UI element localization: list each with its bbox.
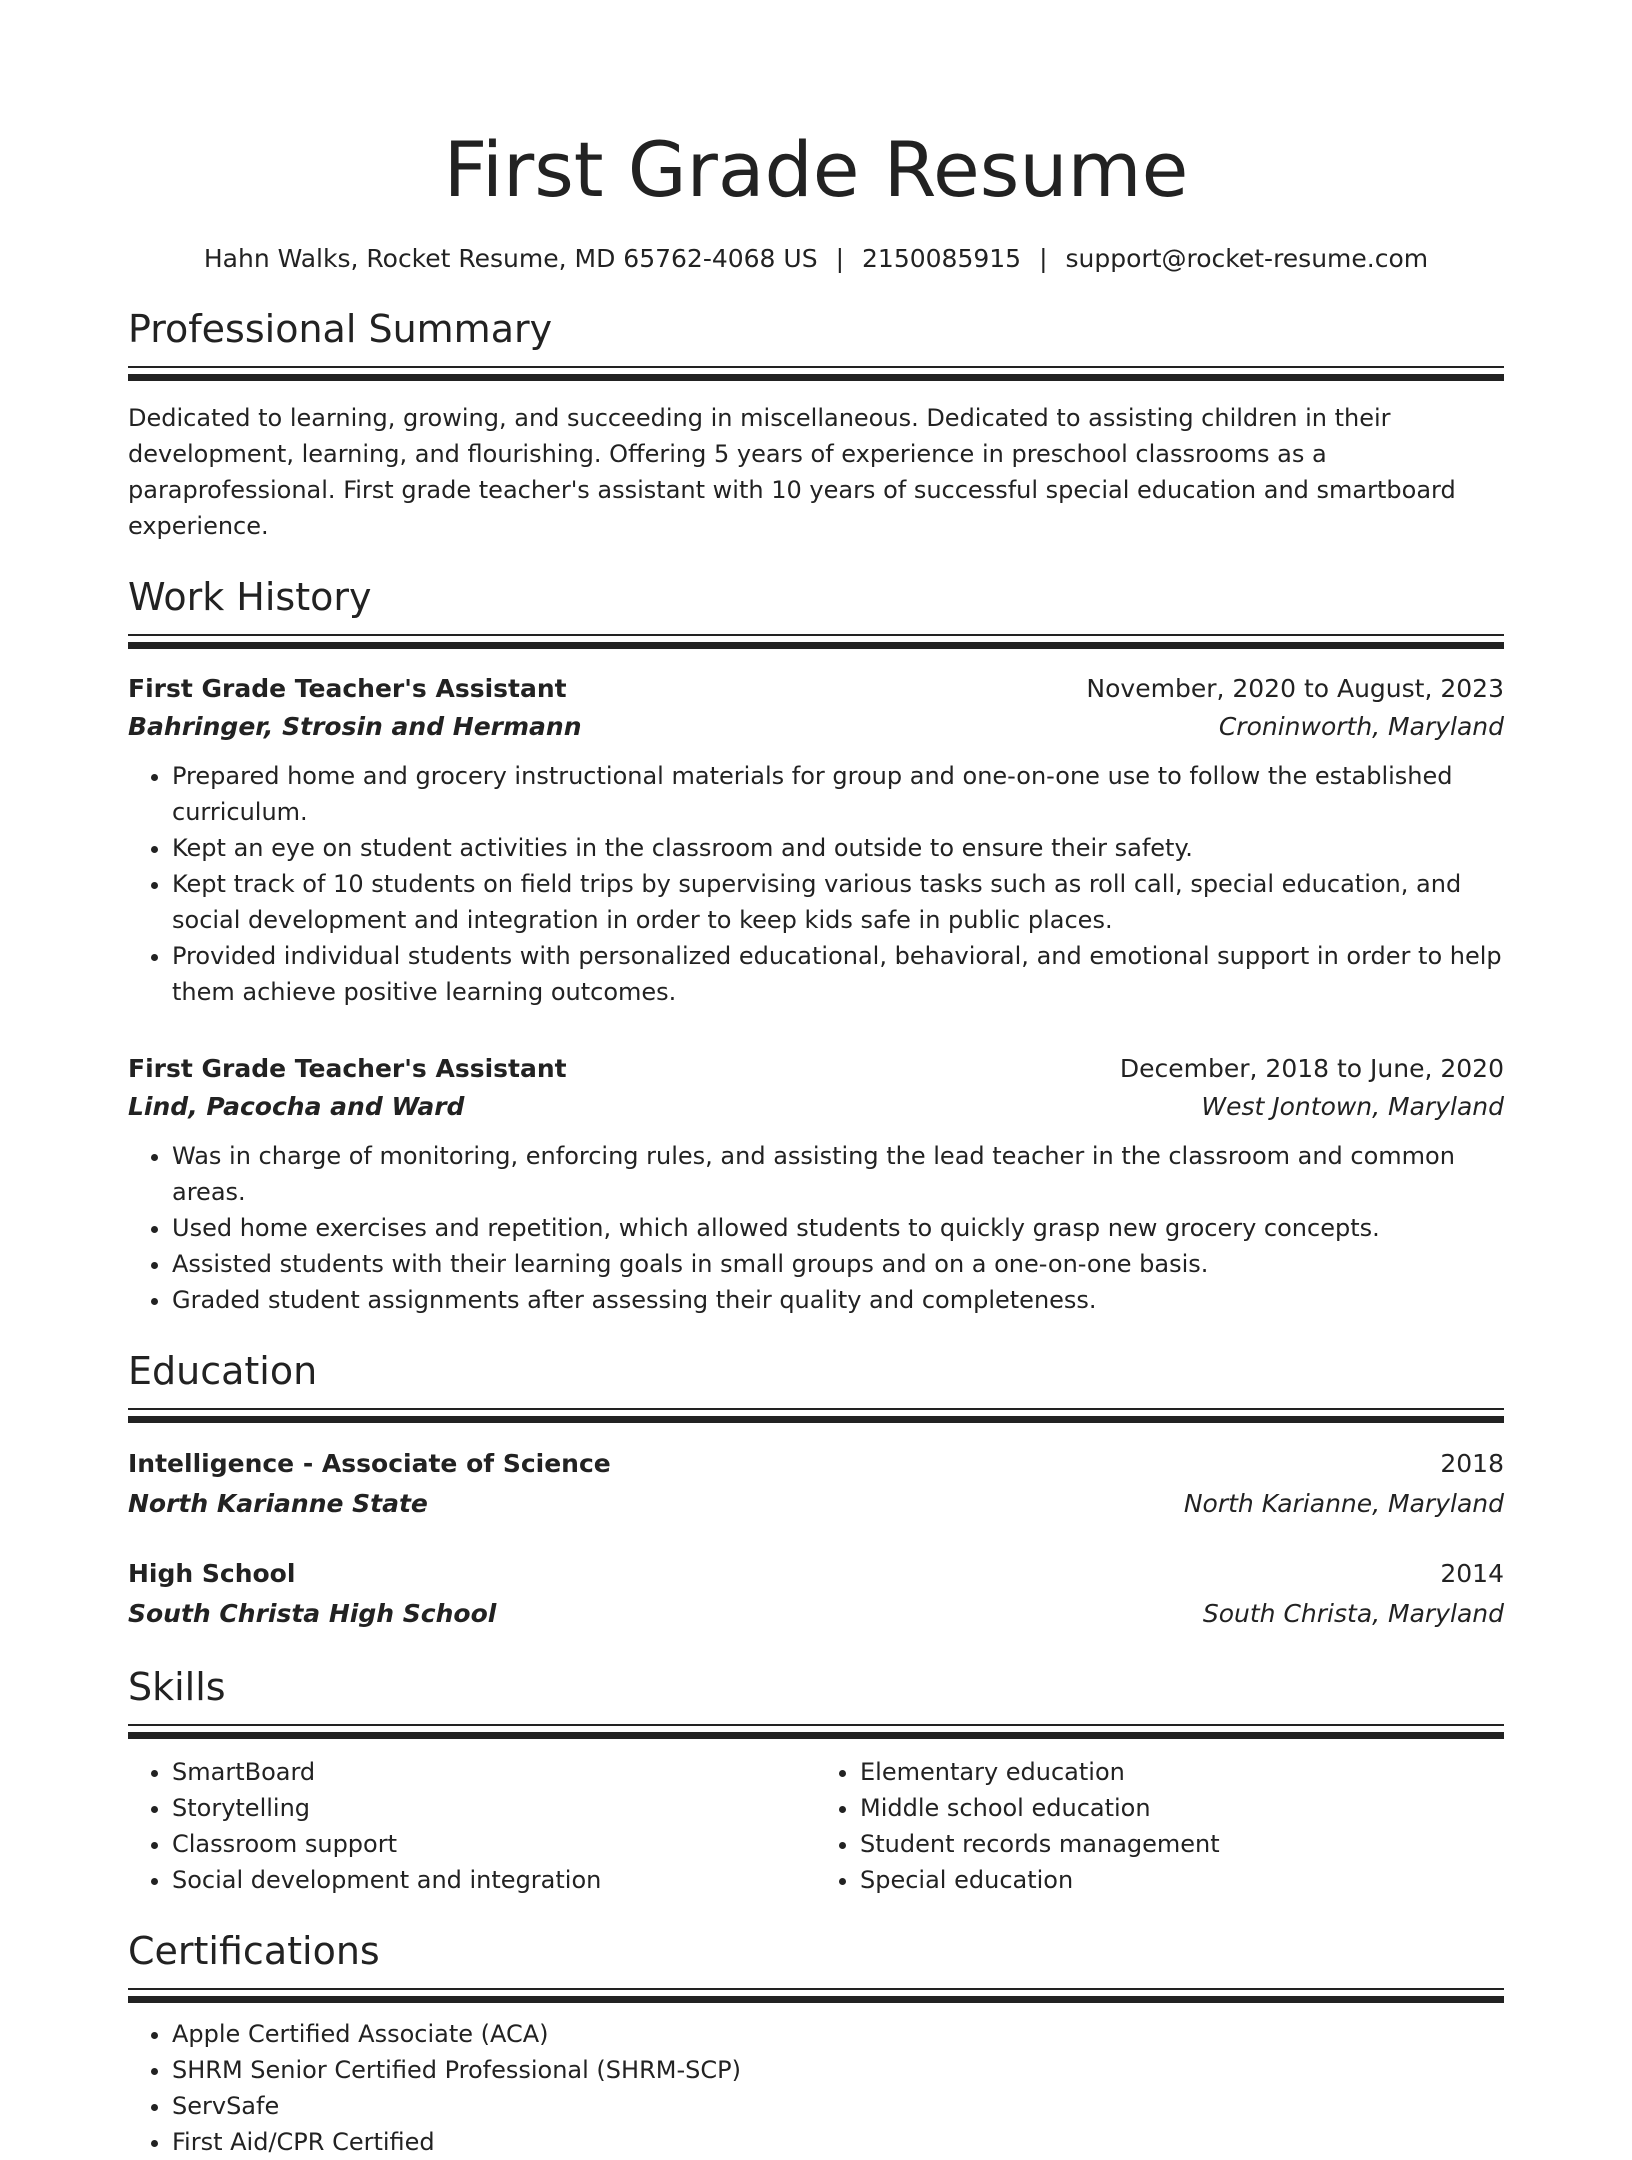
summary-text: Dedicated to learning, growing, and succeeding in miscellaneous. Dedicated to assisting children in their development, learning, and flourishing. Offering 5 years of experience in preschool classrooms as a paraprofessional. First grade teacher's assistant with 10 years of successful special education and smartboard experience. <box>128 404 1456 540</box>
list-item: • Storytelling <box>172 1790 816 1826</box>
education-year: 2014 <box>1440 1559 1504 1588</box>
list-item: • Special education <box>860 1862 1504 1898</box>
summary-section <box>128 304 1504 544</box>
work-history-section <box>128 572 1504 1318</box>
skills-list-left <box>128 1754 816 1898</box>
section-divider <box>128 634 1504 650</box>
certifications-list <box>128 2016 1504 2160</box>
section-title-skills: Skills <box>128 1665 226 1709</box>
section-divider <box>128 1724 1504 1740</box>
contact-separator: | <box>835 244 845 273</box>
education-section <box>128 1346 1504 1634</box>
resume-title: First Grade Resume <box>443 125 1189 214</box>
skills-section <box>128 1662 1504 1898</box>
section-title-education: Education <box>128 1349 318 1393</box>
contact-separator: | <box>1039 244 1048 273</box>
list-item: • Was in charge of monitoring, enforcing rules, and assisting the lead teacher in the classroom and common areas. <box>172 1138 1504 1210</box>
education-location: South Christa, Maryland <box>1202 1599 1504 1628</box>
job-bullets <box>128 758 1504 1010</box>
job-position: First Grade Teacher's Assistant <box>128 674 567 703</box>
list-item: • Elementary education <box>860 1754 1504 1790</box>
contact-phone: 2150085915 <box>862 244 1022 273</box>
section-divider <box>128 366 1504 382</box>
job-dates: December, 2018 to June, 2020 <box>1119 1054 1504 1083</box>
list-item: • Classroom support <box>172 1826 816 1862</box>
section-title-work-history: Work History <box>128 575 372 619</box>
section-divider <box>128 1408 1504 1424</box>
education-school: South Christa High School <box>128 1599 497 1628</box>
education-entry <box>128 1444 1504 1524</box>
job-bullets <box>128 1138 1504 1318</box>
job-location: Croninworth, Maryland <box>1218 712 1504 741</box>
list-item: • Middle school education <box>860 1790 1504 1826</box>
job-dates: November, 2020 to August, 2023 <box>1086 674 1504 703</box>
list-item: • Provided individual students with personalized educational, behavioral, and emotional support in order to help them achieve positive learning outcomes. <box>172 938 1504 1010</box>
job-company: Lind, Pacocha and Ward <box>128 1092 465 1121</box>
list-item: • First Aid/CPR Certified <box>172 2124 1504 2160</box>
education-school: North Karianne State <box>128 1489 428 1518</box>
skills-list-right <box>816 1754 1504 1898</box>
job-position: First Grade Teacher's Assistant <box>128 1054 567 1083</box>
list-item: • SmartBoard <box>172 1754 816 1790</box>
list-item: • Kept track of 10 students on field trips by supervising various tasks such as roll call, special education, and social development and integration in order to keep kids safe in public places. <box>172 866 1504 938</box>
list-item: • Apple Certified Associate (ACA) <box>172 2016 1504 2052</box>
list-item: • Social development and integration <box>172 1862 816 1898</box>
list-item: • Kept an eye on student activities in the classroom and outside to ensure their safety. <box>172 830 1504 866</box>
education-entry <box>128 1554 1504 1634</box>
list-item: • Used home exercises and repetition, which allowed students to quickly grasp new grocery concepts. <box>172 1210 1504 1246</box>
contact-email: support@rocket-resume.com <box>1065 244 1429 273</box>
list-item: • Assisted students with their learning goals in small groups and on a one-on-one basis. <box>172 1246 1504 1282</box>
list-item: • SHRM Senior Certified Professional (SHRM-SCP) <box>172 2052 1504 2088</box>
list-item: • Student records management <box>860 1826 1504 1862</box>
education-location: North Karianne, Maryland <box>1183 1489 1504 1518</box>
job-entry <box>128 1050 1504 1318</box>
section-title-summary: Professional Summary <box>128 307 553 351</box>
education-degree: High School <box>128 1559 296 1588</box>
education-degree: Intelligence - Associate of Science <box>128 1449 611 1478</box>
job-company: Bahringer, Strosin and Hermann <box>128 712 582 741</box>
skills-columns <box>128 1754 1504 1898</box>
education-year: 2018 <box>1440 1449 1504 1478</box>
section-divider <box>128 1988 1504 2004</box>
certifications-section <box>128 1926 1504 2160</box>
list-item: • ServSafe <box>172 2088 1504 2124</box>
list-item: • Prepared home and grocery instructional materials for group and one-on-one use to follow the established curriculum. <box>172 758 1504 830</box>
section-title-certifications: Certifications <box>128 1929 380 1973</box>
contact-line <box>128 242 1504 276</box>
contact-address: Hahn Walks, Rocket Resume, MD 65762-4068 US <box>203 244 818 273</box>
list-item: • Graded student assignments after assessing their quality and completeness. <box>172 1282 1504 1318</box>
job-entry <box>128 670 1504 1010</box>
job-location: West Jontown, Maryland <box>1201 1092 1504 1121</box>
